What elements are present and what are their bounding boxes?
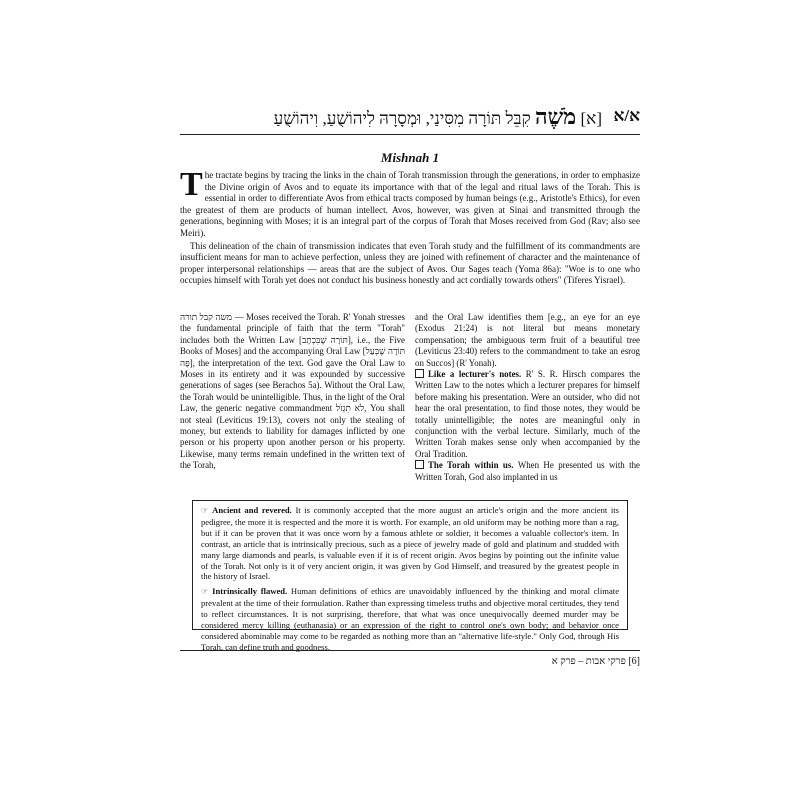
pointing-hand-icon: ☞ [201,506,209,515]
insight-ancient [201,505,619,582]
intro-paragraph-2: This delineation of the chain of transmission indicates that even Torah study and the fulfillment of its commandments are insufficient means for man to achieve perfection, unless they are joined with refinement of character and the maintenance of proper interpersonal relationships — areas that are the subject of Avos. Our Sages teach (Yoma 86a): "Woe is to one who occupies himself with Torah yet does not conduct his business honestly and act cordially towards others" (Tiferes Yisrael). [180,240,640,286]
mishnah-hebrew-text [274,104,602,130]
insight-box [192,500,628,652]
torah-within-text: When He presented us with the Written Torah, God also implanted in us [415,460,640,482]
pointing-hand-icon: ☞ [201,587,209,597]
lecturer-notes-text: R' S. R. Hirsch compares the Written Law to the notes which a lecturer prepares for himself before making his presentation. Were an outsider, who did not hear the oral presentation, to find those notes, they would be totally unintelligible; the notes are meaningful only in conjunction with the verbal lecture. Similarly, much of the Written Torah makes sense only when accompanied by the Oral Tradition. [415,369,641,459]
mishnah-first-word: מֹשֶׁה [534,104,577,129]
square-bullet-icon [415,460,424,469]
commentary-right-p1: and the Oral Law identifies them [e.g., an eye for an eye (Exodus 21:24) is not literal but means monetary compensation; the ambiguous term fruit of a beautiful tree (Leviticus 23:40) refers to the commandment to take an esrog on Succos] (R' Yonah). [415,312,640,368]
square-bullet-icon [415,369,424,378]
insight-flawed-text: Human definitions of ethics are unavoidably influenced by the thinking and moral climate prevalent at the time of their formulation. Rather than expressing timeless truths and objective moral certitudes, they tend to reflect circumstances. It is not surprising, therefore, that what was once unequivocally deemed murder may be considered mercy killing (euthanasia) or an expression of the right to control one's own body; and behavior once considered abominable may come to be regarded as nothing more than an "alternative life-style." Only God, through His Torah, can define truth and goodness. [201,586,620,652]
intro-section [180,166,640,288]
insight-flawed-heading: Intrinsically flawed. [212,586,288,597]
mishnah-number-tag: [א] [580,109,602,128]
footer-page-info: [6] פרקי אבות – פרק א [551,656,640,667]
commentary-column-left [180,312,405,483]
page-header [180,98,640,135]
mishnah-title: Mishnah 1 [380,150,440,165]
insight-ancient-text: It is commonly accepted that the more august an article's origin and the more ancient its pedigree, the more it is respected and the more it is worth. For example, an old uniform may be nothing more than a rag, but if it can be proven that it was once worn by a famous athlete or soldier, it becomes a valuable collector's item. In contrast, an article that is intrinsically precious, such as a piece of jewelry made of gold and platinum and studded with many large diamonds and pearls, is valuable even if it is of recent origin. Avos begins by pointing out the infinite value of the Torah. Not only is it of very ancient origin, it was given by God Himself, and treasured by the greatest people in the history of Israel. [201,505,620,582]
torah-within-heading: The Torah within us. [428,460,514,471]
commentary-column-right [415,312,640,483]
page-footer [180,650,640,671]
commentary-right-p3 [415,460,640,483]
intro-paragraph-1 [180,166,640,240]
commentary-left-text: משה קבל תורה — Moses received the Torah. R' Yonah stresses the fundamental principle of faith that the term "Torah" includes both the Written Law [תּוֹרָה שֶׁבִּכְתָב], i.e., the Five Books of Moses] and the accompanying Oral Law [תּוֹרָה שֶׁבְּעַל פֶּה], the interpretation of the text. God gave the Oral Law to Moses in its entirety and it was expounded by successive generations of sages (see Berachos 5a). Without the Oral Law, the Torah would be unintelligible. Thus, in the light of the Oral Law, the generic negative commandment לֹא תִגְזֹל, You shall not steal (Leviticus 19:13), covers not only the stealing of money, but extends to liability for damages inflicted by one person or his property upon another person or his property. Likewise, many terms remain undefined in the written text of the Torah, [180,312,405,471]
commentary-right-p2 [415,369,640,460]
lecturer-notes-heading: Like a lecturer's notes. [428,369,522,380]
intro-p1-text: he tractate begins by tracing the links in the chain of Torah transmission through the generations, in order to emphasize the Divine origin of Avos and to equate its importance with that of the legal and ritual laws of the Torah. This is essential in order to differentiate Avos from ethical tracts composed by human beings (e.g., Aristotle's Ethics), for even the greatest of them are products of human intellect. Avos, however, was given at Sinai and transmitted through the generations, beginning with Moses; it is an integral part of the corpus of Torah that Moses received from God (Rav; also see Meiri). [180,170,640,238]
mishnah-text-rest: קִבֵּל תּוֹרָה מִסִּינַי, וּמְסָרָהּ לִיהוֹשֻׁעַ, וִיהוֹשֻׁעַ [273,109,531,128]
dropcap: T [180,166,203,203]
chapter-reference: א/א [613,106,640,125]
commentary-columns [180,312,640,483]
insight-flawed [201,586,619,652]
insight-ancient-heading: Ancient and revered. [212,505,292,515]
